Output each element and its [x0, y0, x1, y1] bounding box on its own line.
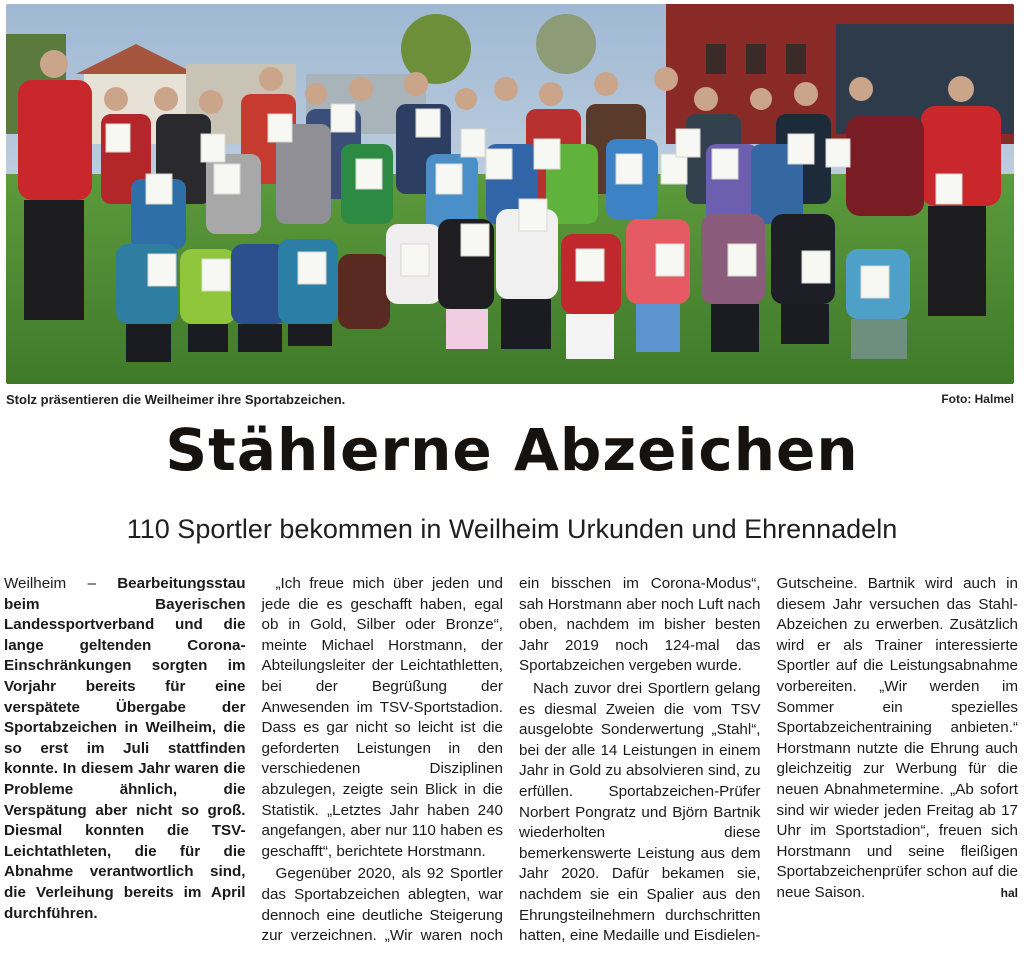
photo-caption: Stolz präsentieren die Weilheimer ihre Sportabzeichen. — [6, 392, 346, 407]
dateline: Weilheim – — [4, 575, 96, 592]
paragraph-1-text: „Ich freue mich über jeden und jede die es geschafft haben, egal ob in Gold, Silber oder Bronze“, meinte Michael Horstmann, der Abteilungsleiter der Leichtathletten, bei der Begrüßung der Anwesenden im TSV-Sportstadion. Dass es gar nicht so leicht ist die geforderten Leistungen in den verschiedenen Disziplinen abzulegen, zeigte sein Blick in die Statistik. „Letztes Jahr haben 240 angefangen, aber nur 110 haben es geschafft“, berichtete Horstmann. — [261, 575, 503, 860]
photo-credit: Foto: Halmel — [941, 392, 1014, 406]
lead-text: Bearbeitungsstau beim Bayerischen Landessportverband und die lange geltenden Corona-Einschränkungen sorgten im Vorjahr bereits für eine verspätete Übergabe der Sportabzeichen in Weilheim, die so erst im Juli stattfinden konnte. In diesem Jahr waren die Probleme ähnlich, die Verspätung aber nicht so groß. Diesmal konnten die TSV-Leichtathleten, die für die Abnahme verantwortlich sind, die Verleihung bereits im April durchführen. — [4, 575, 246, 922]
paragraph-2-text: Gegenüber 2020, als 92 Sportler das Sportabzeichen ablegten, war dennoch eine deutliche Steigerung zur verzeichnen. „Wir waren noch ein bisschen im Corona-Modus“, sah Horstmann aber noch Luft nach oben, nachdem im bisher besten Jahr 2019 noch 124-mal das Sportabzeichen vergeben wurde. — [261, 575, 761, 945]
photo-caption-row — [6, 392, 1014, 410]
group-photo-icon — [6, 4, 1014, 384]
subheadline: 110 Sportler bekommen in Weilheim Urkunden und Ehrennadeln — [126, 514, 898, 544]
article-paragraph-1 — [262, 574, 504, 862]
author-initials: hal — [1000, 885, 1018, 900]
article-body — [4, 574, 1018, 952]
article-lead-paragraph — [4, 574, 246, 924]
headline: Stählerne Abzeichen — [165, 416, 859, 484]
group-photo — [6, 4, 1014, 384]
paragraph-3-text: Nach zuvor drei Sportlern gelang es diesmal Zweien die vom TSV ausgelobte Sonderwertung „Stahl“, bei der alle 14 Leistungen in einem Jahr in Gold zu absolvieren sind, zu erfüllen. Sportabzeichen-Prüfer Norbert Pongratz und Björn Bartnik wiederholten diese bemerkenswerte Leistung aus dem Jahr 2020. Dafür bekamen sie, nachdem sie ein Spalier aus den Ehrungsteilnehmern durchschritten hatten, eine Medaille und Eisdielen-Gutscheine. Bartnik wird auch in diesem Jahr versuchen das Stahl-Abzeichen zu erwerben. Zusätzlich wird er als Trainer interessierte Sportler auf die Leistungsabnahme vorbereiten. „Wir werden im Sommer ein spezielles Sportabzeichentraining anbieten.“ Horstmann nutzte die Ehrung auch gleichzeitig zur Werbung für die neuen Abnahmetermine. „Ab sofort sind wir wieder jeden Freitag ab 17 Uhr im Sportstadion“, freuen sich Horstmann und seine fleißigen Sportabzeichenprüfer schon auf die neue Saison. — [519, 575, 1018, 945]
